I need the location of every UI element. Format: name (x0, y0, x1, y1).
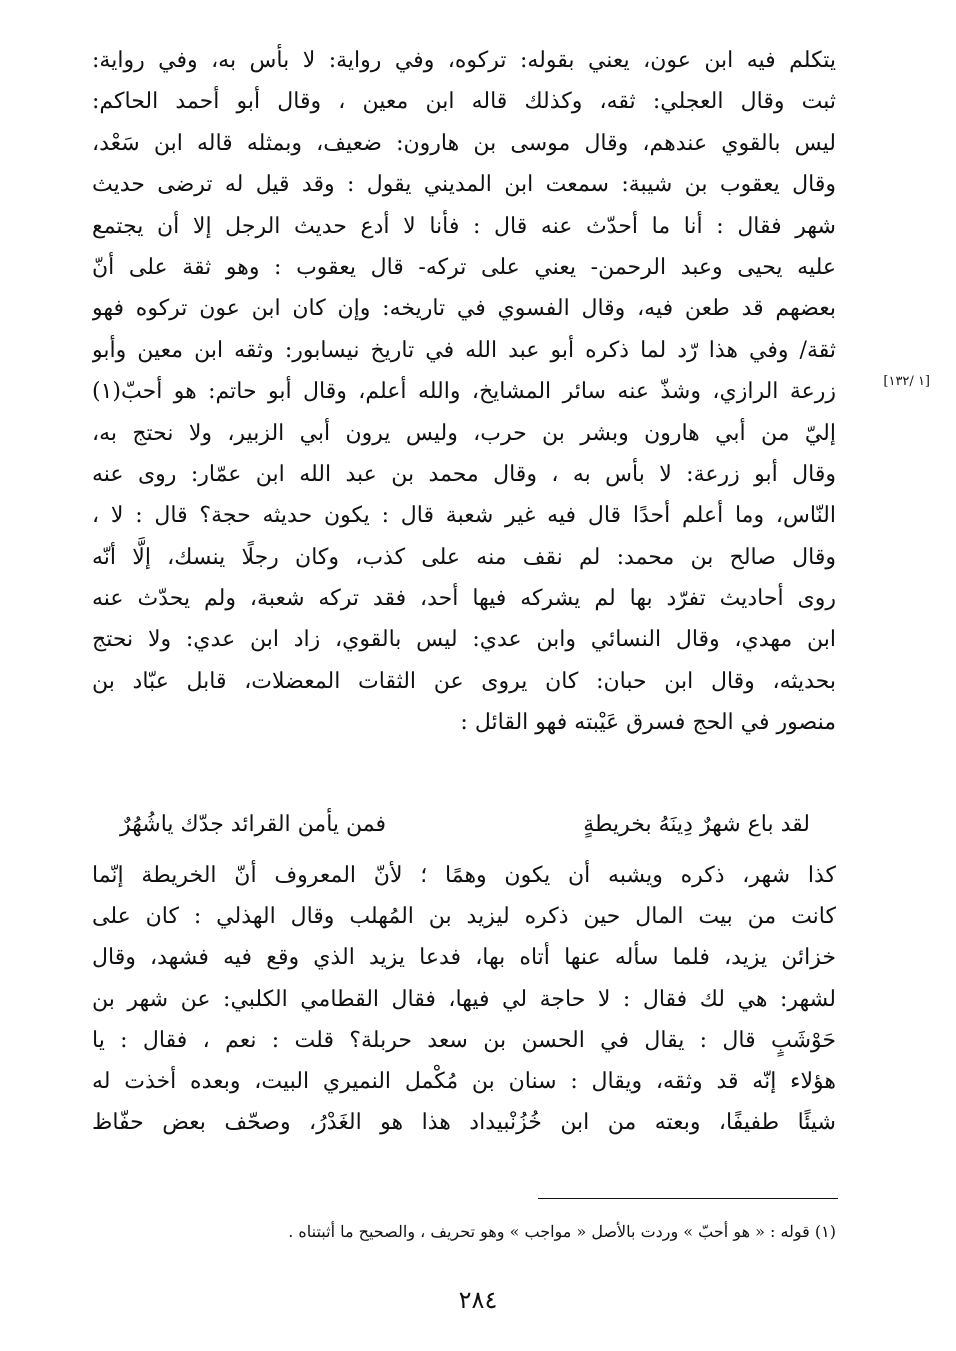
text-line: ثبت وقال العجلي: ثقه، وكذلك قاله ابن معين ، وقال أبو أحمد الحاكم: (92, 89, 836, 115)
text-line: يتكلم فيه ابن عون، يعني بقوله: تركوه، وفي رواية: لا بأس به، وفي رواية: (92, 48, 836, 73)
text-line: ثقة/ وفي هذا رّد لما ذكره أبو عبد الله في تاريخ نيسابور: وثقه ابن معين وأبو (92, 337, 836, 363)
text-line: إليّ من أبي هارون وبشر بن حرب، وليس يرون أبي الزبير، ولا نحتج به، (92, 420, 836, 446)
verse-first-hemistich: لقد باع شهرٌ دِينَهُ بخريطةٍ (583, 812, 810, 837)
footnote: (١) قوله : « هو أحبّ » وردت بالأصل « مواجب » وهو تحريف ، والصحيح ما أثبتناه . (288, 1222, 836, 1241)
text-line: هؤلاء إنّه قد وثقه، ويقال : سنان بن مُكْمل النميري البيت، وبعده أخذت له (92, 1068, 836, 1094)
text-line: بحديثه، وقال ابن حبان: كان يروى عن الثقات المعضلات، قابل عبّاد بن (92, 668, 836, 694)
text-line: خزائن يزيد، فلما سأله عنها أتاه بها، فدعا يزيد الذي وقع فيه فشهد، وقال (92, 945, 836, 971)
text-line: منصور في الحج فسرق عَيْبته فهو القائل : (460, 710, 836, 736)
text-line: لشهر: هي لك فقال : لا حاجة لي فيها، فقال القطامي الكلبي: عن شهر بن (92, 986, 836, 1012)
text-line: وقال صالح بن محمد: لم نقف منه على كذب، وكان رجلًا ينسك، إلَّا أنّه (92, 544, 836, 570)
text-line: روى أحاديث تفرّد بها لم يشركه فيها أحد، فقد تركه شعبة، ولم يحدّث عنه (92, 586, 836, 612)
main-paragraph (92, 40, 836, 744)
text-line: ليس بالقوي عندهم، وقال موسى بن هارون: ضعيف، وبمثله قاله ابن سَعْد، (92, 130, 836, 156)
text-line: وقال أبو زرعة: لا بأس به ، وقال محمد بن عبد الله ابن عمّار: روى عنه (92, 461, 836, 487)
text-line: شيئًا طفيفًا، وبعته من ابن خُزُنْبيداد هذا هو الغَدْرُ، وصحّف بعض حفّاظ (92, 1110, 836, 1136)
text-line: وقال يعقوب بن شيبة: سمعت ابن المديني يقول : وقد قيل له ترضى حديث (92, 172, 836, 198)
second-paragraph (92, 855, 836, 1143)
text-line: كانت من بيت المال حين ذكره ليزيد بن المُهلب وقال الهذلي : كان على (92, 904, 836, 930)
text-line: حَوْشَبٍ قال : يقال في الحسن بن سعد حربلة؟ قلت : نعم ، فقال : يا (92, 1027, 836, 1053)
text-line: كذا شهر، ذكره ويشبه أن يكون وهمًا ؛ لأنّ المعروف أنّ الخريطة إنّما (92, 863, 836, 888)
text-line: بعضهم قد طعن فيه، وقال الفسوي في تاريخه: وإن كان ابن عون تركوه فهو (92, 296, 836, 322)
text-line: شهر فقال : أنا ما أحدّث عنه قال : فأنا لا أدع حديث الرجل إلا أن يجتمع (92, 213, 836, 239)
text-line: زرعة الرازي، وشذّ عنه سائر المشايخ، والله أعلم، وقال أبو حاتم: هو أحبّ(١) (92, 379, 836, 405)
verse-second-hemistich: فمن يأمن القرائد جدّك ياشُهُرٌ (120, 812, 386, 837)
text-line: ابن مهدي، وقال النسائي وابن عدي: ليس بالقوي، زاد ابن عدي: ولا نحتج (92, 627, 836, 653)
poetry-verse (120, 800, 810, 850)
text-line: النّاس، وما أعلم أحدًا قال فيه غير شعبة قال : يكون حديثه حجة؟ قال : لا ، (92, 503, 836, 529)
page-number: ٢٨٤ (458, 1286, 498, 1314)
text-line: عليه يحيى وعبد الرحمن- يعني على تركه- قال يعقوب : وهو ثقة على أنّ (92, 254, 836, 280)
margin-folio-note: [١ /١٣٢] (883, 374, 930, 389)
footnote-divider (538, 1198, 838, 1199)
